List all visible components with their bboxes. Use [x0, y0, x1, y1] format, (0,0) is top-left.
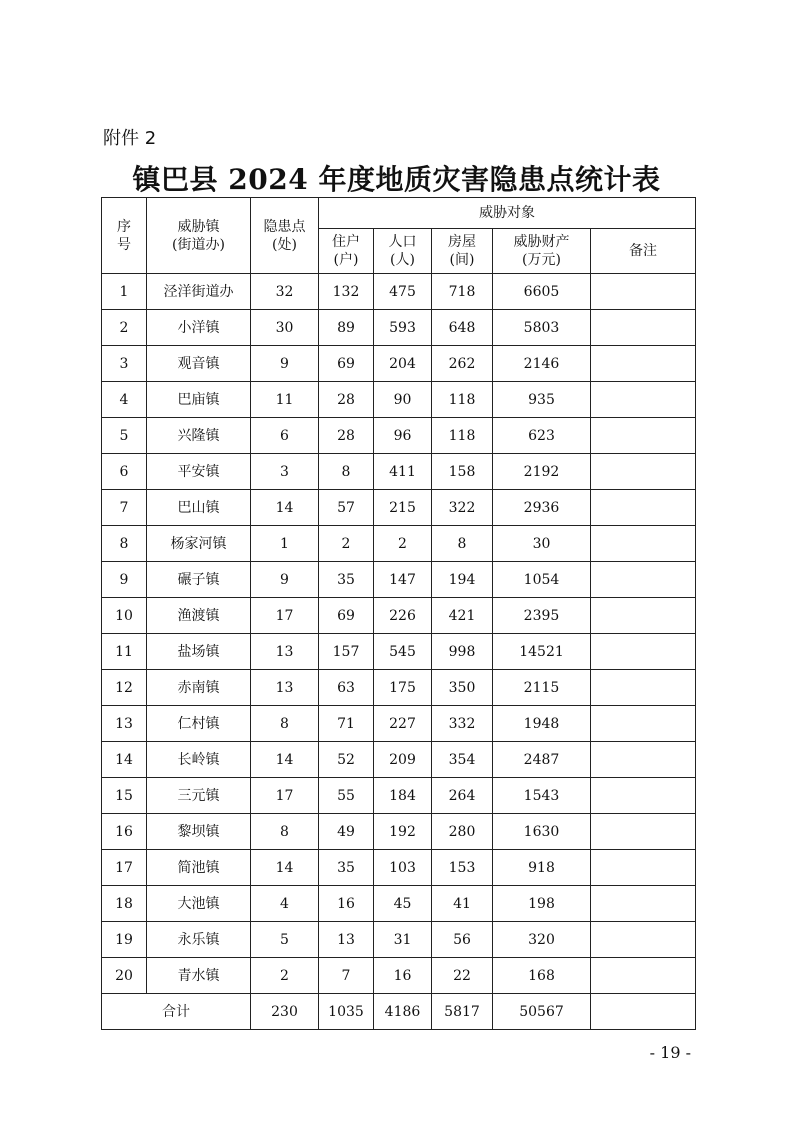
header-threat-group: 威胁对象 [319, 198, 696, 229]
cell-households: 13 [319, 922, 374, 958]
cell-houses: 262 [432, 346, 493, 382]
cell-seq: 1 [102, 274, 147, 310]
cell-houses: 118 [432, 418, 493, 454]
cell-remarks [591, 634, 696, 670]
cell-seq: 2 [102, 310, 147, 346]
table-row [102, 886, 696, 922]
total-houses: 5817 [432, 994, 493, 1030]
cell-population: 31 [374, 922, 432, 958]
cell-points: 14 [251, 490, 319, 526]
table-row [102, 742, 696, 778]
cell-population: 103 [374, 850, 432, 886]
total-population: 4186 [374, 994, 432, 1030]
cell-seq: 17 [102, 850, 147, 886]
header-seq-line1: 序 [117, 218, 131, 235]
cell-seq: 8 [102, 526, 147, 562]
total-points: 230 [251, 994, 319, 1030]
cell-points: 9 [251, 562, 319, 598]
cell-houses: 41 [432, 886, 493, 922]
cell-remarks [591, 274, 696, 310]
cell-property: 1630 [493, 814, 591, 850]
cell-town: 巴山镇 [147, 490, 251, 526]
cell-households: 35 [319, 850, 374, 886]
cell-points: 1 [251, 526, 319, 562]
total-label: 合计 [102, 994, 251, 1030]
cell-town: 简池镇 [147, 850, 251, 886]
cell-houses: 8 [432, 526, 493, 562]
table-row [102, 850, 696, 886]
cell-remarks [591, 706, 696, 742]
cell-remarks [591, 850, 696, 886]
header-households-line1: 住户 [332, 234, 360, 250]
cell-town: 兴隆镇 [147, 418, 251, 454]
cell-points: 11 [251, 382, 319, 418]
header-property-line2: (万元) [522, 252, 561, 268]
cell-property: 168 [493, 958, 591, 994]
header-population-line1: 人口 [388, 234, 417, 250]
cell-points: 5 [251, 922, 319, 958]
cell-households: 2 [319, 526, 374, 562]
cell-points: 32 [251, 274, 319, 310]
cell-remarks [591, 454, 696, 490]
cell-points: 8 [251, 706, 319, 742]
header-town-line1: 威胁镇 [177, 218, 220, 235]
cell-remarks [591, 670, 696, 706]
cell-remarks [591, 922, 696, 958]
cell-houses: 22 [432, 958, 493, 994]
cell-population: 147 [374, 562, 432, 598]
cell-households: 28 [319, 418, 374, 454]
cell-town: 渔渡镇 [147, 598, 251, 634]
cell-households: 28 [319, 382, 374, 418]
table-row [102, 346, 696, 382]
cell-houses: 153 [432, 850, 493, 886]
cell-remarks [591, 562, 696, 598]
cell-points: 13 [251, 670, 319, 706]
cell-households: 52 [319, 742, 374, 778]
attachment-label: 附件 2 [103, 128, 157, 149]
cell-town: 青水镇 [147, 958, 251, 994]
cell-population: 593 [374, 310, 432, 346]
total-property: 50567 [493, 994, 591, 1030]
table-row [102, 526, 696, 562]
cell-seq: 20 [102, 958, 147, 994]
cell-town: 黎坝镇 [147, 814, 251, 850]
cell-population: 545 [374, 634, 432, 670]
cell-seq: 11 [102, 634, 147, 670]
cell-houses: 194 [432, 562, 493, 598]
cell-property: 2115 [493, 670, 591, 706]
cell-population: 96 [374, 418, 432, 454]
cell-seq: 3 [102, 346, 147, 382]
cell-houses: 998 [432, 634, 493, 670]
cell-property: 5803 [493, 310, 591, 346]
table-row [102, 958, 696, 994]
cell-town: 巴庙镇 [147, 382, 251, 418]
cell-households: 8 [319, 454, 374, 490]
table-row [102, 706, 696, 742]
cell-town: 碾子镇 [147, 562, 251, 598]
cell-town: 杨家河镇 [147, 526, 251, 562]
cell-seq: 15 [102, 778, 147, 814]
total-row [102, 994, 696, 1030]
cell-households: 69 [319, 346, 374, 382]
cell-points: 17 [251, 598, 319, 634]
cell-houses: 280 [432, 814, 493, 850]
cell-population: 45 [374, 886, 432, 922]
cell-town: 小洋镇 [147, 310, 251, 346]
cell-property: 1543 [493, 778, 591, 814]
table-row [102, 922, 696, 958]
cell-houses: 332 [432, 706, 493, 742]
cell-remarks [591, 598, 696, 634]
cell-remarks [591, 418, 696, 454]
cell-remarks [591, 346, 696, 382]
cell-population: 16 [374, 958, 432, 994]
cell-households: 71 [319, 706, 374, 742]
cell-property: 918 [493, 850, 591, 886]
cell-seq: 12 [102, 670, 147, 706]
cell-property: 1948 [493, 706, 591, 742]
cell-seq: 18 [102, 886, 147, 922]
cell-points: 3 [251, 454, 319, 490]
cell-property: 2146 [493, 346, 591, 382]
header-houses-line2: (间) [449, 252, 475, 268]
cell-town: 泾洋街道办 [147, 274, 251, 310]
cell-points: 30 [251, 310, 319, 346]
cell-houses: 421 [432, 598, 493, 634]
header-houses [432, 229, 493, 274]
cell-households: 7 [319, 958, 374, 994]
cell-households: 16 [319, 886, 374, 922]
cell-households: 35 [319, 562, 374, 598]
header-town-line2: (街道办) [172, 236, 225, 253]
table-row [102, 562, 696, 598]
cell-seq: 13 [102, 706, 147, 742]
cell-remarks [591, 526, 696, 562]
table-row [102, 634, 696, 670]
cell-points: 14 [251, 742, 319, 778]
cell-houses: 158 [432, 454, 493, 490]
cell-seq: 4 [102, 382, 147, 418]
table-row [102, 454, 696, 490]
cell-households: 57 [319, 490, 374, 526]
page-title: 镇巴县 2024 年度地质灾害隐患点统计表 [132, 163, 661, 196]
cell-property: 198 [493, 886, 591, 922]
cell-property: 1054 [493, 562, 591, 598]
cell-town: 三元镇 [147, 778, 251, 814]
cell-remarks [591, 886, 696, 922]
cell-property: 2936 [493, 490, 591, 526]
cell-town: 仁村镇 [147, 706, 251, 742]
hazard-statistics-table [101, 197, 696, 1030]
total-remarks [591, 994, 696, 1030]
cell-points: 13 [251, 634, 319, 670]
cell-population: 411 [374, 454, 432, 490]
header-points-line2: (处) [272, 236, 297, 253]
cell-seq: 16 [102, 814, 147, 850]
cell-remarks [591, 310, 696, 346]
cell-town: 观音镇 [147, 346, 251, 382]
cell-points: 4 [251, 886, 319, 922]
header-property [493, 229, 591, 274]
cell-houses: 118 [432, 382, 493, 418]
cell-seq: 5 [102, 418, 147, 454]
header-row-top [102, 198, 696, 229]
header-points [251, 198, 319, 274]
table-row [102, 382, 696, 418]
cell-population: 226 [374, 598, 432, 634]
cell-seq: 19 [102, 922, 147, 958]
header-points-line1: 隐患点 [263, 218, 306, 235]
cell-population: 90 [374, 382, 432, 418]
cell-remarks [591, 958, 696, 994]
table-row [102, 418, 696, 454]
cell-points: 9 [251, 346, 319, 382]
cell-population: 192 [374, 814, 432, 850]
cell-remarks [591, 490, 696, 526]
cell-property: 2395 [493, 598, 591, 634]
cell-houses: 56 [432, 922, 493, 958]
cell-houses: 264 [432, 778, 493, 814]
header-population [374, 229, 432, 274]
cell-property: 320 [493, 922, 591, 958]
header-houses-line1: 房屋 [448, 234, 476, 250]
cell-seq: 10 [102, 598, 147, 634]
cell-property: 14521 [493, 634, 591, 670]
cell-points: 6 [251, 418, 319, 454]
page-number: - 19 - [649, 1043, 691, 1062]
cell-houses: 350 [432, 670, 493, 706]
cell-households: 132 [319, 274, 374, 310]
cell-town: 长岭镇 [147, 742, 251, 778]
cell-points: 14 [251, 850, 319, 886]
cell-property: 935 [493, 382, 591, 418]
table-row [102, 598, 696, 634]
table-row [102, 670, 696, 706]
cell-population: 2 [374, 526, 432, 562]
cell-households: 55 [319, 778, 374, 814]
cell-population: 209 [374, 742, 432, 778]
header-seq-line2: 号 [117, 236, 131, 253]
table-row [102, 310, 696, 346]
cell-seq: 6 [102, 454, 147, 490]
cell-remarks [591, 778, 696, 814]
cell-seq: 9 [102, 562, 147, 598]
table-row [102, 274, 696, 310]
cell-population: 204 [374, 346, 432, 382]
cell-property: 2192 [493, 454, 591, 490]
header-town [147, 198, 251, 274]
cell-households: 49 [319, 814, 374, 850]
table-row [102, 814, 696, 850]
cell-points: 17 [251, 778, 319, 814]
cell-population: 227 [374, 706, 432, 742]
cell-households: 157 [319, 634, 374, 670]
cell-households: 89 [319, 310, 374, 346]
cell-property: 30 [493, 526, 591, 562]
header-population-line2: (人) [390, 252, 415, 268]
total-households: 1035 [319, 994, 374, 1030]
table-body [102, 274, 696, 994]
cell-seq: 7 [102, 490, 147, 526]
cell-points: 2 [251, 958, 319, 994]
cell-town: 永乐镇 [147, 922, 251, 958]
cell-town: 赤南镇 [147, 670, 251, 706]
cell-population: 175 [374, 670, 432, 706]
cell-property: 623 [493, 418, 591, 454]
header-property-line1: 威胁财产 [513, 234, 570, 250]
cell-town: 大池镇 [147, 886, 251, 922]
cell-town: 盐场镇 [147, 634, 251, 670]
header-households-line2: (户) [333, 252, 359, 268]
table-row [102, 778, 696, 814]
cell-seq: 14 [102, 742, 147, 778]
cell-houses: 354 [432, 742, 493, 778]
cell-population: 184 [374, 778, 432, 814]
cell-remarks [591, 742, 696, 778]
table-row [102, 490, 696, 526]
cell-houses: 648 [432, 310, 493, 346]
cell-town: 平安镇 [147, 454, 251, 490]
cell-property: 6605 [493, 274, 591, 310]
cell-houses: 322 [432, 490, 493, 526]
header-households [319, 229, 374, 274]
cell-property: 2487 [493, 742, 591, 778]
cell-remarks [591, 814, 696, 850]
header-seq [102, 198, 147, 274]
header-remarks: 备注 [591, 229, 696, 274]
cell-population: 215 [374, 490, 432, 526]
cell-households: 69 [319, 598, 374, 634]
cell-households: 63 [319, 670, 374, 706]
cell-remarks [591, 382, 696, 418]
cell-population: 475 [374, 274, 432, 310]
cell-houses: 718 [432, 274, 493, 310]
cell-points: 8 [251, 814, 319, 850]
